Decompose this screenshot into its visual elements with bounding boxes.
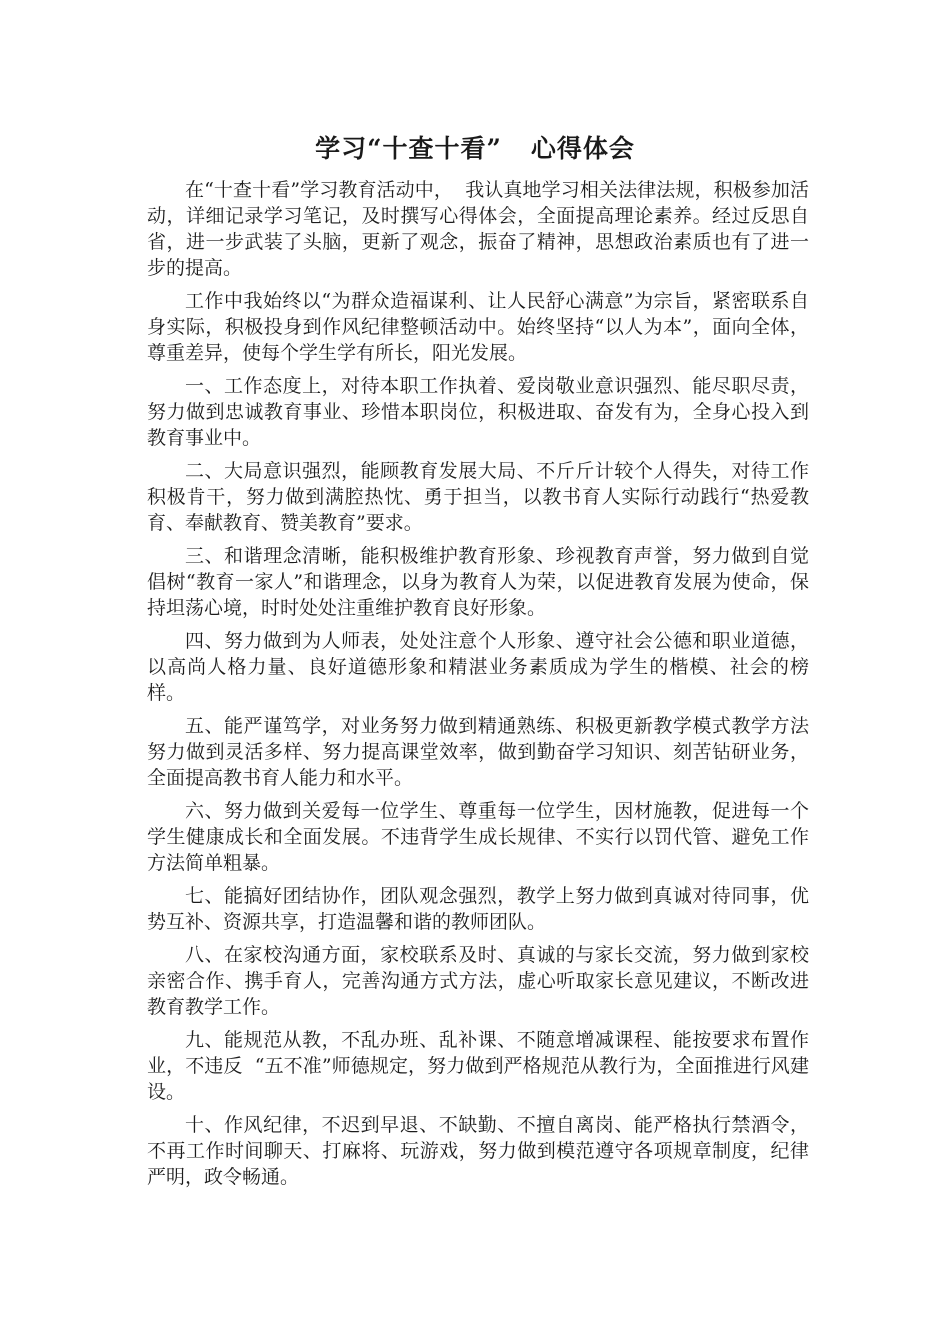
paragraph-item-8: 八、在家校沟通方面，家校联系及时、真诚的与家长交流，努力做到家校亲密合作、携手育人，完善沟通方式方法，虚心听取家长意见建议，不断改进教育教学工作。 xyxy=(147,944,809,1018)
paragraph-item-9: 九、能规范从教，不乱办班、乱补课、不随意增减课程、能按要求布置作业，不违反 “五不准”师德规定，努力做到严格规范从教行为，全面推进行风建设。 xyxy=(147,1029,809,1103)
paragraph-item-1: 一、工作态度上，对待本职工作执着、爱岗敬业意识强烈、能尽职尽责，努力做到忠诚教育事业、珍惜本职岗位，积极进取、奋发有为，全身心投入到教育事业中。 xyxy=(147,375,809,449)
paragraph-item-4: 四、努力做到为人师表，处处注意个人形象、遵守社会公德和职业道德，以高尚人格力量、良好道德形象和精湛业务素质成为学生的楷模、社会的榜样。 xyxy=(147,630,809,704)
document-title: 学习“十查十看” 心得体会 xyxy=(315,134,635,163)
document-body xyxy=(147,177,809,1197)
paragraph-item-10: 十、作风纪律，不迟到早退、不缺勤、不擅自离岗、能严格执行禁酒令，不再工作时间聊天、打麻将、玩游戏，努力做到模范遵守各项规章制度，纪律严明，政令畅通。 xyxy=(147,1114,809,1188)
paragraph-intro: 在“十查十看”学习教育活动中， 我认真地学习相关法律法规，积极参加活动，详细记录学习笔记，及时撰写心得体会，全面提高理论素养。经过反思自省，进一步武装了头脑，更新了观念，振奋了精神，思想政治素质也有了进一步的提高。 xyxy=(147,179,809,279)
paragraph-item-7: 七、能搞好团结协作，团队观念强烈，教学上努力做到真诚对待同事，优势互补、资源共享，打造温馨和谐的教师团队。 xyxy=(147,885,809,933)
paragraph-purpose: 工作中我始终以“为群众造福谋利、让人民舒心满意”为宗旨，紧密联系自身实际，积极投身到作风纪律整顿活动中。始终坚持“以人为本”，面向全体，尊重差异，使每个学生学有所长，阳光发展。 xyxy=(147,290,809,364)
paragraph-item-2: 二、大局意识强烈，能顾教育发展大局、不斤斤计较个人得失，对待工作积极肯干，努力做到满腔热忱、勇于担当，以教书育人实际行动践行“热爱教育、奉献教育、赞美教育”要求。 xyxy=(147,460,809,534)
paragraph-item-3: 三、和谐理念清晰，能积极维护教育形象、珍视教育声誉，努力做到自觉倡树“教育一家人”和谐理念，以身为教育人为荣，以促进教育发展为使命，保持坦荡心境，时时处处注重维护教育良好形象。 xyxy=(147,545,809,619)
paragraph-item-6: 六、努力做到关爱每一位学生、尊重每一位学生，因材施教，促进每一个学生健康成长和全面发展。不违背学生成长规律、不实行以罚代管、避免工作方法简单粗暴。 xyxy=(147,800,809,874)
paragraph-item-5: 五、能严谨笃学，对业务努力做到精通熟练、积极更新教学模式教学方法努力做到灵活多样、努力提高课堂效率，做到勤奋学习知识、刻苦钻研业务，全面提高教书育人能力和水平。 xyxy=(147,715,809,789)
